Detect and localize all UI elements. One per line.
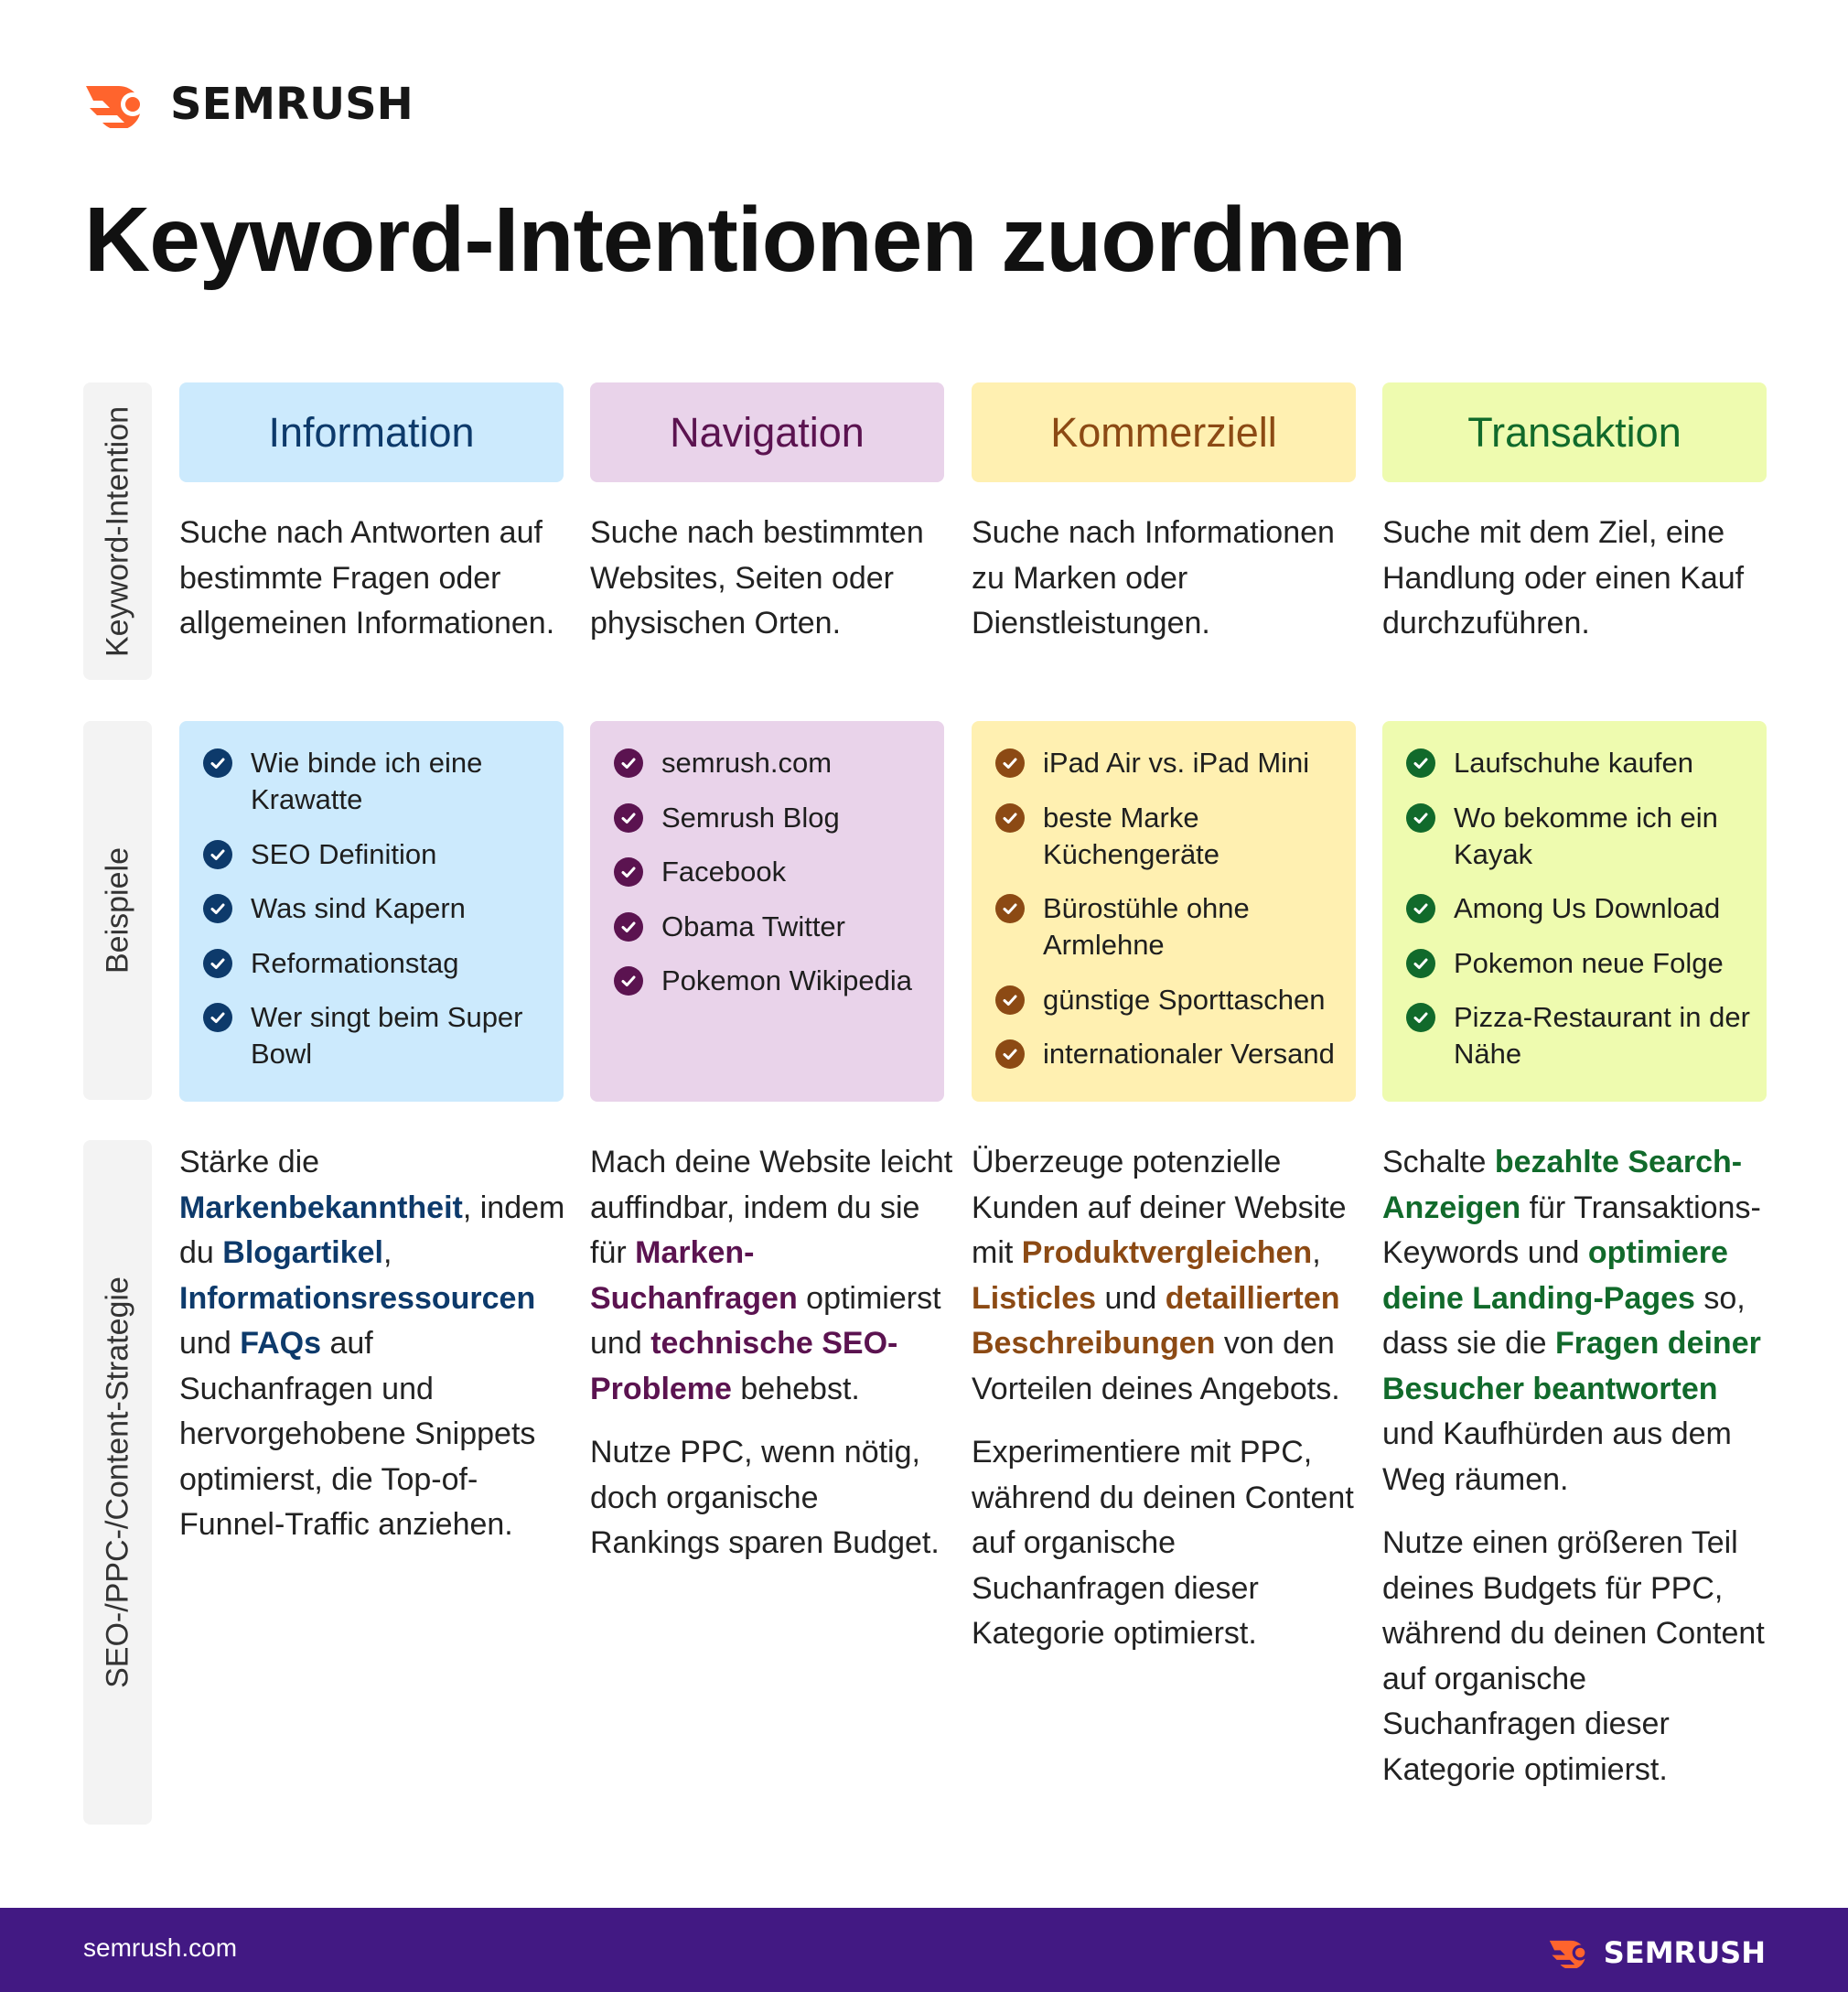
- check-circle-icon: [614, 748, 643, 778]
- strategy-segment: , indem du: [179, 1190, 565, 1270]
- strategy-highlight: optimiere deine Landing-Pages: [1382, 1235, 1728, 1316]
- strategy-segment: und: [1096, 1280, 1166, 1316]
- example-item: [614, 963, 929, 999]
- example-item: [203, 945, 549, 982]
- strategy-text-navigation: [590, 1140, 955, 1585]
- example-item: [995, 800, 1341, 873]
- strategy-highlight: Produktvergleichen: [1021, 1235, 1313, 1270]
- strategy-segment: Nutze PPC, wenn nötig, doch organische Rankings sparen Budget.: [590, 1435, 940, 1560]
- strategy-segment: ,: [1312, 1235, 1321, 1270]
- strategy-segment: optimierst und: [590, 1280, 941, 1361]
- example-item: [1406, 800, 1752, 873]
- strategy-highlight: bezahlte Search-Anzeigen: [1382, 1145, 1743, 1225]
- example-item: [614, 909, 929, 945]
- example-item: [1406, 890, 1752, 927]
- example-text: Wo bekomme ich ein Kayak: [1454, 801, 1718, 870]
- check-circle-icon: [614, 803, 643, 833]
- intent-description-information: Suche nach Antworten auf bestimmte Fragen oder allgemeinen Informationen.: [179, 515, 555, 641]
- strategy-highlight: technische SEO-Probleme: [590, 1326, 898, 1406]
- strategy-highlight: detaillierten Beschreibungen: [972, 1280, 1340, 1361]
- check-circle-icon: [614, 857, 643, 887]
- column-header-information: Information: [179, 382, 564, 482]
- check-circle-icon: [203, 1003, 232, 1032]
- strategy-segment: auf Suchanfragen und hervorgehobene Snippets optimierst, die Top-of-Funnel-Traffic anziehen.: [179, 1326, 536, 1542]
- strategy-paragraph: [590, 1430, 955, 1567]
- examples-box-navigation: [590, 721, 944, 1102]
- check-circle-icon: [995, 748, 1025, 778]
- strategy-paragraph: [590, 1140, 955, 1412]
- example-text: Was sind Kapern: [251, 892, 466, 924]
- check-circle-icon: [995, 894, 1025, 923]
- strategy-text-kommerziell: [972, 1140, 1367, 1675]
- strategy-highlight: Markenbekanntheit: [179, 1190, 463, 1225]
- strategy-segment: und: [179, 1326, 241, 1361]
- example-item: [1406, 945, 1752, 982]
- example-text: Semrush Blog: [661, 801, 840, 834]
- check-circle-icon: [1406, 894, 1435, 923]
- strategy-paragraph: [179, 1140, 575, 1548]
- strategy-segment: Schalte: [1382, 1145, 1495, 1179]
- example-text: Facebook: [661, 856, 787, 888]
- intent-description-kommerziell: Suche nach Informationen zu Marken oder Dienstleistungen.: [972, 515, 1335, 641]
- example-text: Bürostühle ohne Armlehne: [1043, 892, 1250, 961]
- strategy-segment: ,: [382, 1235, 392, 1270]
- check-circle-icon: [614, 966, 643, 996]
- example-text: internationaler Versand: [1043, 1038, 1335, 1070]
- strategy-highlight: Informationsressourcen: [179, 1280, 536, 1316]
- strategy-segment: Stärke die: [179, 1145, 320, 1179]
- example-text: iPad Air vs. iPad Mini: [1043, 747, 1310, 779]
- examples-box-kommerziell: [972, 721, 1356, 1102]
- strategy-paragraph: [1382, 1521, 1778, 1793]
- check-circle-icon: [1406, 803, 1435, 833]
- strategy-segment: Nutze einen größeren Teil deines Budgets für PPC, während du deinen Content auf organische Suchanfragen dieser Kategorie optimierst.: [1382, 1525, 1765, 1787]
- check-circle-icon: [995, 985, 1025, 1015]
- strategy-segment: Experimentiere mit PPC, während du deinen Content auf organische Suchanfragen dieser Kategorie optimierst.: [972, 1435, 1354, 1651]
- example-item: [203, 890, 549, 927]
- example-item: [614, 745, 929, 781]
- footer: [0, 1908, 1848, 1992]
- row-label-strategy: SEO-/PPC-/Content-Strategie: [83, 1140, 152, 1825]
- example-text: Among Us Download: [1454, 892, 1721, 924]
- footer-wordmark: SEMRUSH: [1603, 1935, 1766, 1970]
- example-item: [614, 854, 929, 890]
- example-text: günstige Sporttaschen: [1043, 983, 1326, 1016]
- example-item: [1406, 999, 1752, 1072]
- example-text: Pokemon neue Folge: [1454, 946, 1724, 979]
- semrush-logo: [82, 79, 414, 130]
- column-header-kommerziell: Kommerziell: [972, 382, 1356, 482]
- footer-url[interactable]: semrush.com: [83, 1933, 238, 1962]
- semrush-flame-icon: [1547, 1937, 1596, 1968]
- check-circle-icon: [1406, 949, 1435, 978]
- example-item: [203, 999, 549, 1072]
- intent-description-transaktion: Suche mit dem Ziel, eine Handlung oder einen Kauf durchzuführen.: [1382, 515, 1745, 641]
- examples-box-transaktion: [1382, 721, 1767, 1102]
- strategy-text-transaktion: [1382, 1140, 1778, 1811]
- examples-box-information: [179, 721, 564, 1102]
- example-item: [1406, 745, 1752, 781]
- example-item: [203, 745, 549, 818]
- strategy-segment: und Kaufhürden aus dem Weg räumen.: [1382, 1416, 1732, 1497]
- strategy-highlight: Listicles: [972, 1280, 1097, 1316]
- strategy-text-information: [179, 1140, 575, 1567]
- check-circle-icon: [203, 840, 232, 869]
- intent-description-navigation: Suche nach bestimmten Websites, Seiten oder physischen Orten.: [590, 515, 924, 641]
- page-title: Keyword-Intentionen zuordnen: [84, 188, 1406, 291]
- strategy-segment: von den Vorteilen deines Angebots.: [972, 1326, 1340, 1406]
- row-label-examples: Beispiele: [83, 721, 152, 1100]
- check-circle-icon: [614, 912, 643, 942]
- example-text: semrush.com: [661, 747, 833, 779]
- strategy-highlight: FAQs: [240, 1326, 321, 1361]
- example-text: Obama Twitter: [661, 910, 846, 942]
- example-text: Wer singt beim Super Bowl: [251, 1001, 523, 1070]
- example-item: [995, 1036, 1341, 1072]
- example-text: Wie binde ich eine Krawatte: [251, 747, 483, 815]
- strategy-segment: behebst.: [731, 1371, 860, 1406]
- check-circle-icon: [1406, 1003, 1435, 1032]
- strategy-segment: Mach deine Website leicht auffindbar, indem du sie für: [590, 1145, 953, 1270]
- row-label-intent: Keyword-Intention: [83, 382, 152, 680]
- strategy-highlight: Fragen deiner Besucher beantworten: [1382, 1326, 1761, 1406]
- column-header-navigation: Navigation: [590, 382, 944, 482]
- check-circle-icon: [1406, 748, 1435, 778]
- example-item: [995, 890, 1341, 964]
- check-circle-icon: [995, 1039, 1025, 1069]
- semrush-wordmark: SEMRUSH: [170, 79, 414, 130]
- example-text: Pizza-Restaurant in der Nähe: [1454, 1001, 1750, 1070]
- strategy-segment: so, dass sie die: [1382, 1280, 1746, 1361]
- strategy-segment: für Transaktions-Keywords und: [1382, 1190, 1761, 1270]
- example-text: SEO Definition: [251, 837, 437, 870]
- check-circle-icon: [995, 803, 1025, 833]
- strategy-segment: Überzeuge potenzielle Kunden auf deiner Website mit: [972, 1145, 1347, 1270]
- strategy-highlight: Marken-Suchanfragen: [590, 1235, 798, 1316]
- check-circle-icon: [203, 949, 232, 978]
- footer-logo: [1547, 1935, 1766, 1970]
- strategy-highlight: Blogartikel: [222, 1235, 383, 1270]
- example-item: [614, 800, 929, 836]
- example-text: beste Marke Küchengeräte: [1043, 801, 1220, 870]
- column-header-transaktion: Transaktion: [1382, 382, 1767, 482]
- check-circle-icon: [203, 748, 232, 778]
- example-item: [995, 745, 1341, 781]
- example-item: [995, 982, 1341, 1018]
- example-item: [203, 836, 549, 873]
- strategy-paragraph: [1382, 1140, 1778, 1502]
- semrush-flame-icon: [82, 81, 157, 128]
- check-circle-icon: [203, 894, 232, 923]
- strategy-paragraph: [972, 1430, 1367, 1657]
- strategy-paragraph: [972, 1140, 1367, 1412]
- example-text: Laufschuhe kaufen: [1454, 747, 1693, 779]
- example-text: Reformationstag: [251, 946, 459, 979]
- example-text: Pokemon Wikipedia: [661, 964, 912, 996]
